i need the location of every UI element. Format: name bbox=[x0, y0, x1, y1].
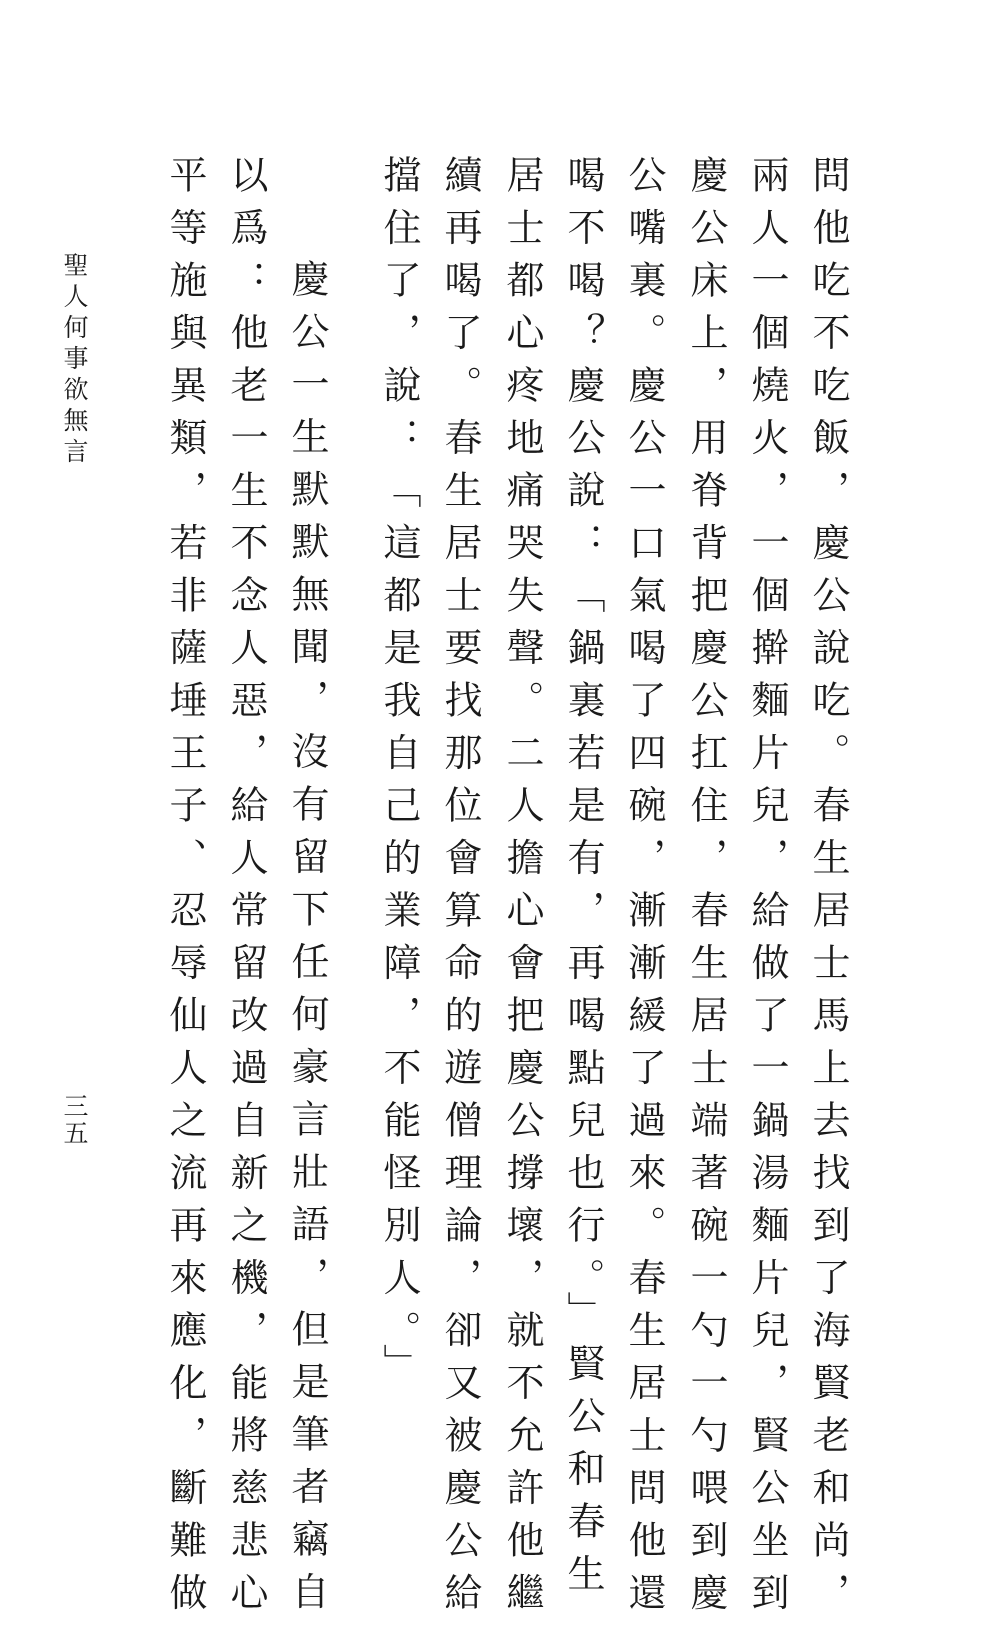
text-column-5: 喝不喝？慶公說：「鍋裏若是有，再喝點兒也行。」賢公和春生 bbox=[561, 155, 605, 1606]
page-number: 三五 bbox=[60, 1093, 89, 1147]
running-header: 聖人何事欲無言 bbox=[60, 252, 89, 469]
text-column-11: 平等施與異類，若非薩埵王子、忍辱仙人之流再來應化，斷難做 bbox=[163, 155, 207, 1625]
text-column-4: 公嘴裏。慶公一口氣喝了四碗，漸漸緩了過來。春生居士問他還 bbox=[622, 155, 666, 1625]
text-column-1: 問他吃不吃飯，慶公說吃。春生居士馬上去找到了海賢老和尚， bbox=[806, 155, 850, 1625]
text-column-6: 居士都心疼地痛哭失聲。二人擔心會把慶公撐壞，就不允許他繼 bbox=[500, 155, 544, 1625]
text-column-3: 慶公床上，用脊背把慶公扛住，春生居士端著碗一勺一勺喂到慶 bbox=[684, 155, 728, 1625]
text-column-2: 兩人一個燒火，一個擀麵片兒，給做了一鍋湯麵片兒，賢公坐到 bbox=[745, 155, 789, 1625]
text-column-8: 擋住了，說：「這都是我自己的業障，不能怪別人。」 bbox=[377, 155, 421, 1396]
text-column-10: 以爲：他老一生不念人惡，給人常留改過自新之機，能將慈悲心 bbox=[224, 155, 268, 1625]
text-column-7: 續再喝了。春生居士要找那位會算命的遊僧理論，卻又被慶公給 bbox=[438, 155, 482, 1625]
text-column-9: 慶公一生默默無聞，沒有留下任何豪言壯語，但是筆者竊自 bbox=[285, 259, 329, 1624]
